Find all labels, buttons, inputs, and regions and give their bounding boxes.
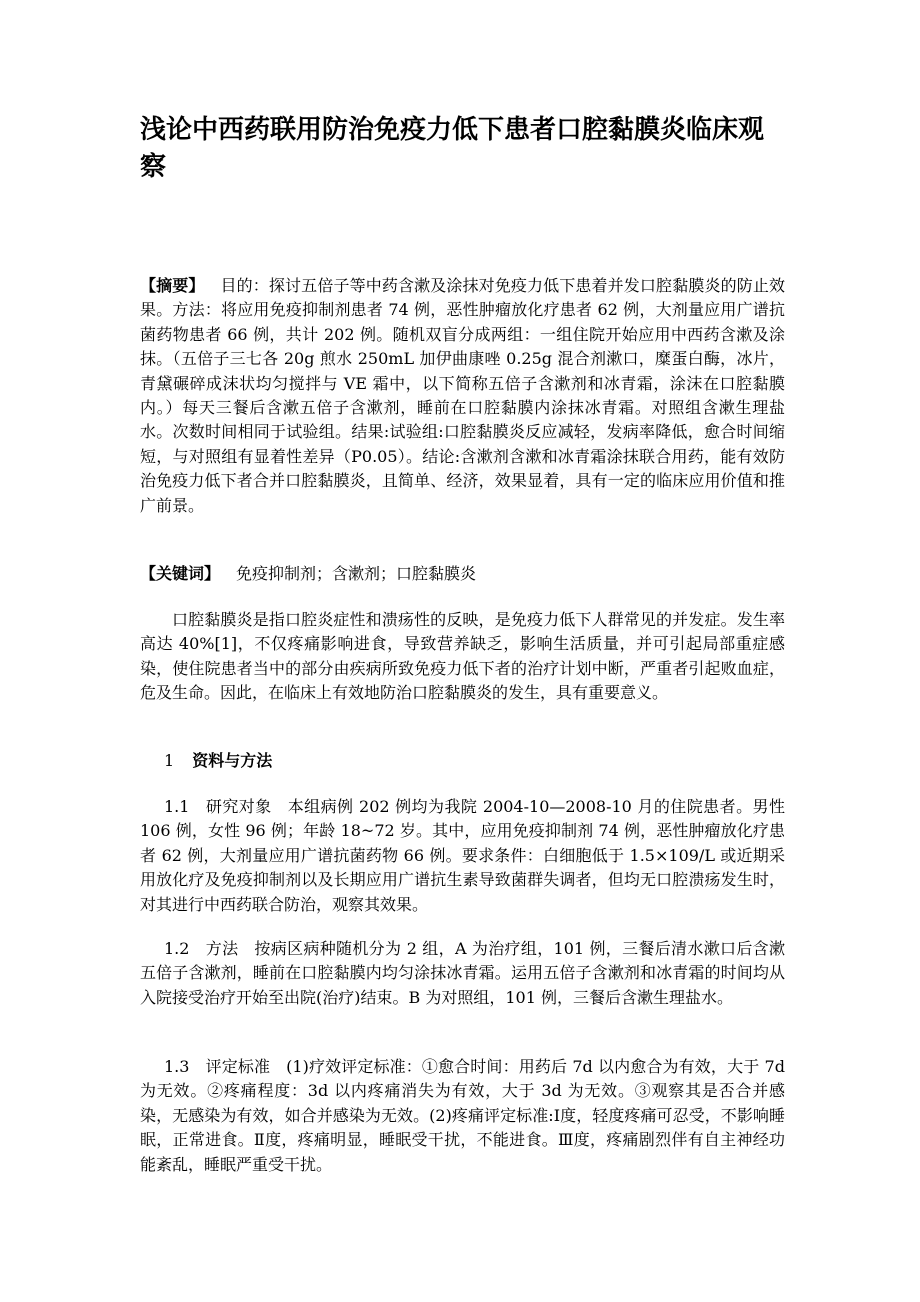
keywords-text: 免疫抑制剂；含漱剂；口腔黏膜炎 bbox=[236, 564, 477, 583]
subsection-1-2 bbox=[140, 937, 785, 1010]
abstract-label: 【摘要】 bbox=[140, 276, 205, 295]
abstract-text: 目的：探讨五倍子等中药含漱及涂抹对免疫力低下患着并发口腔黏膜炎的防止效果。方法：将应用免疫抑制剂患者 74 例，恶性肿瘤放化疗患者 62 例，大剂量应用广谱抗菌药物患者 66 例，共计 202 例。随机双盲分成两组：一组住院开始应用中西药含漱及涂抹。（五倍子三七各 20g 煎水 250mL 加伊曲康唑 0.25g 混合剂漱口，糜蛋白酶，冰片，青黛碾碎成沫状均匀搅拌与 VE 霜中，以下简称五倍子含漱剂和冰青霜，涂沫在口腔黏膜内。）每天三餐后含漱五倍子含漱剂，睡前在口腔黏膜内涂抹冰青霜。对照组含漱生理盐水。次数时间相同于试验组。结果:试验组:口腔黏膜炎反应减轻，发病率降低，愈合时间缩短，与对照组有显着性差异（P0.05）。结论:含漱剂含漱和冰青霜涂抹联合用药，能有效防治免疫力低下者合并口腔黏膜炎，且简单、经济，效果显着，具有一定的临床应用价值和推广前景。 bbox=[140, 276, 785, 515]
abstract-paragraph bbox=[140, 274, 785, 518]
subsection-title: 评定标准 bbox=[205, 1057, 271, 1076]
subsection-title: 方法 bbox=[205, 939, 239, 958]
subsection-number: 1.3 bbox=[164, 1057, 190, 1076]
keywords-paragraph bbox=[140, 562, 785, 586]
intro-paragraph: 口腔黏膜炎是指口腔炎症性和溃疡性的反映，是免疫力低下人群常见的并发症。发生率高达 40%[1]，不仅疼痛影响进食，导致营养缺乏，影响生活质量，并可引起局部重症感染，使住院患者当中的部分由疾病所致免疫力低下者的治疗计划中断，严重者引起败血症，危及生命。因此，在临床上有效地防治口腔黏膜炎的发生，具有重要意义。 bbox=[140, 610, 785, 703]
section-heading bbox=[164, 749, 272, 773]
subsection-1-3 bbox=[140, 1055, 785, 1177]
keywords-label: 【关键词】 bbox=[140, 564, 221, 583]
subsection-text: (1)疗效评定标准：①愈合时间：用药后 7d 以内愈合为有效，大于 7d 为无效。②疼痛程度：3d 以内疼痛消失为有效，大于 3d 为无效。③观察其是否合并感染，无感染为有效，如合并感染为无效。(2)疼痛评定标准:Ⅰ度，轻度疼痛可忍受，不影响睡眠，正常进食。Ⅱ度，疼痛明显，睡眠受干扰，不能进食。Ⅲ度，疼痛剧烈伴有自主神经功能紊乱，睡眠严重受干扰。 bbox=[140, 1057, 785, 1174]
subsection-1-1 bbox=[140, 795, 785, 917]
page-title: 浅论中西药联用防治免疫力低下患者口腔黏膜炎临床观察 bbox=[140, 115, 765, 182]
section-title: 资料与方法 bbox=[192, 751, 273, 770]
subsection-number: 1.2 bbox=[164, 939, 190, 958]
subsection-text: 本组病例 202 例均为我院 2004-10—2008-10 月的住院患者。男性 106 例，女性 96 例；年龄 18~72 岁。其中，应用免疫抑制剂 74 例，恶性肿瘤放化疗患者 62 例，大剂量应用广谱抗菌药物 66 例。要求条件：白细胞低于 1.5×109/L 或近期采用放化疗及免疫抑制剂以及长期应用广谱抗生素导致菌群失调者，但均无口腔溃疡发生时，对其进行中西药联合防治，观察其效果。 bbox=[140, 797, 785, 914]
subsection-text: 按病区病种随机分为 2 组，A 为治疗组，101 例，三餐后清水漱口后含漱五倍子含漱剂，睡前在口腔黏膜内均匀涂抹冰青霜。运用五倍子含漱剂和冰青霜的时间均从入院接受治疗开始至出院(治疗)结束。B 为对照组，101 例，三餐后含漱生理盐水。 bbox=[140, 939, 785, 1007]
section-number: 1 bbox=[164, 751, 175, 770]
subsection-title: 研究对象 bbox=[205, 797, 272, 816]
subsection-number: 1.1 bbox=[164, 797, 190, 816]
